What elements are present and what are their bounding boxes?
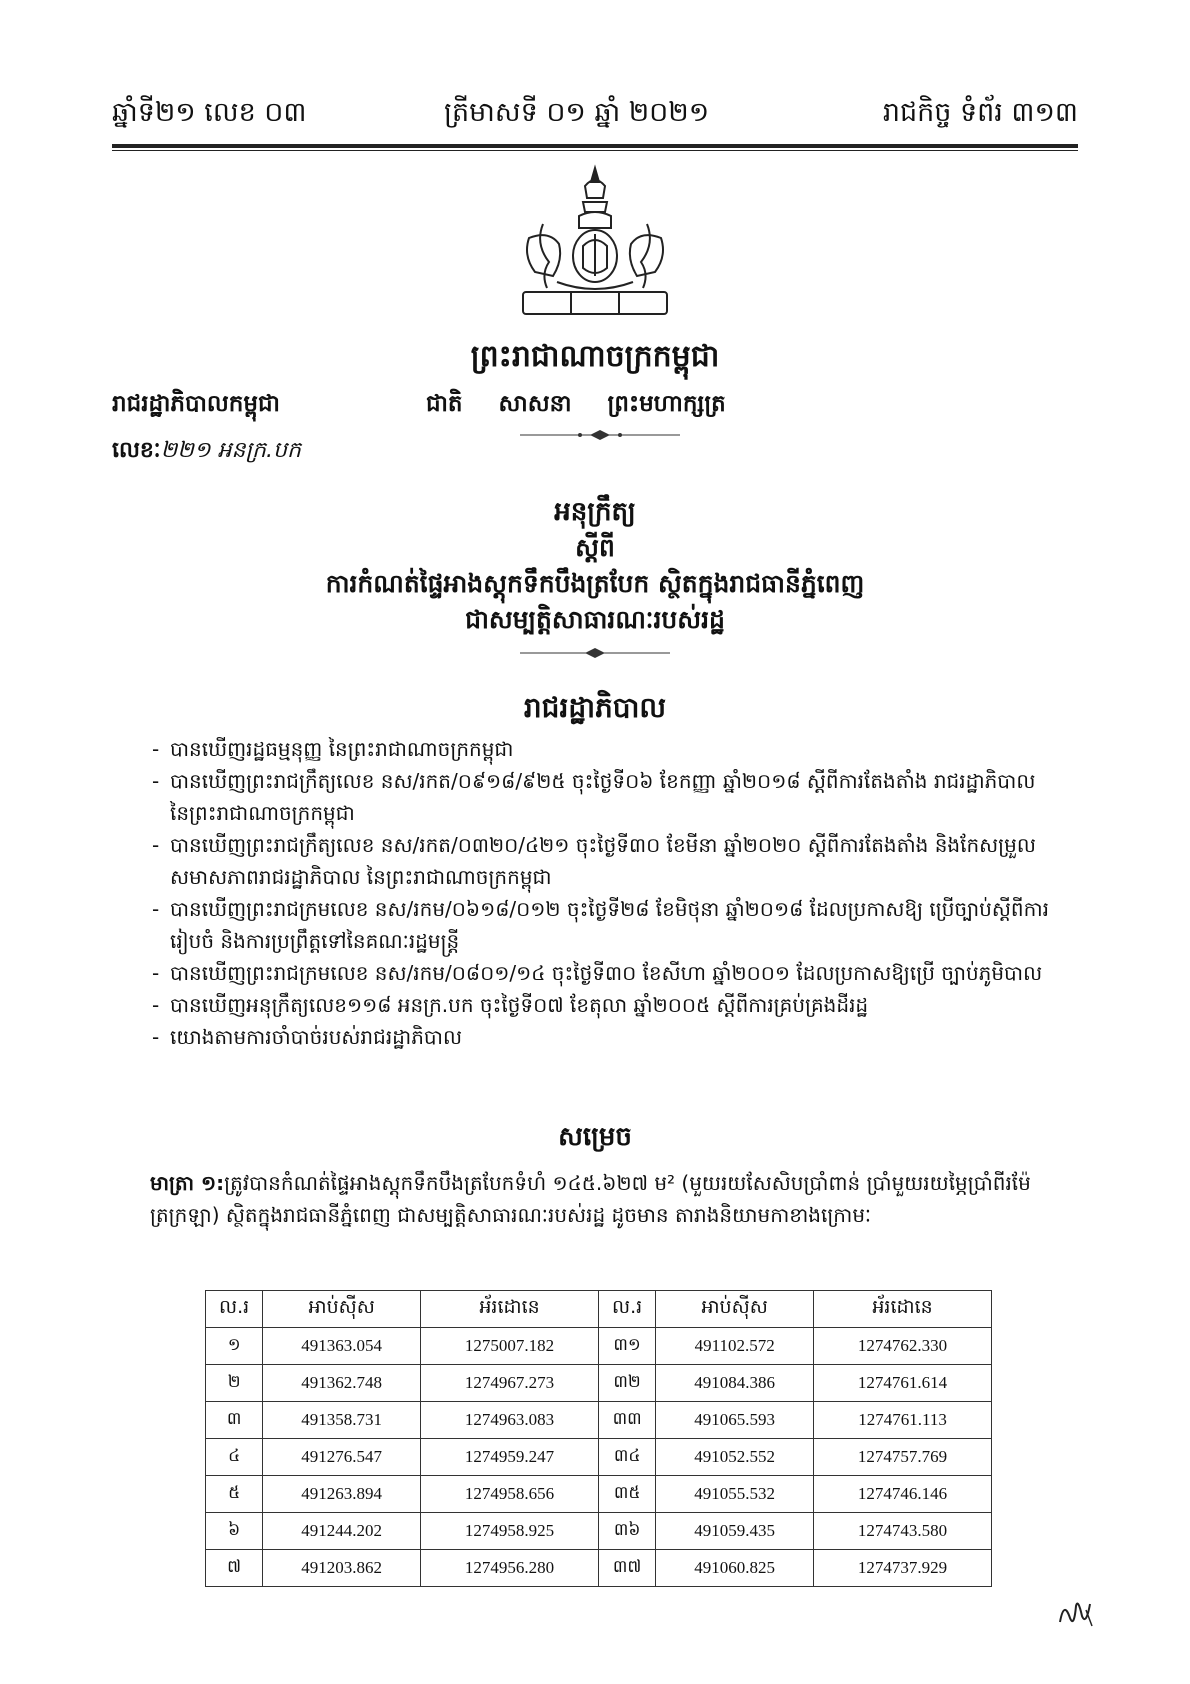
table-cell: ៣៣ [598,1402,655,1439]
table-cell: 491102.572 [656,1328,814,1365]
decree-title: អនុក្រឹត្យ [554,497,636,527]
table-cell: 1274743.580 [814,1513,992,1550]
table-cell: 1274967.273 [421,1365,599,1402]
table-row [206,1513,992,1550]
decree-about: ស្តីពី [575,533,615,562]
table-cell: 491065.593 [656,1402,814,1439]
table-cell: ៧ [206,1550,263,1587]
table-cell: 491203.862 [263,1550,421,1587]
table-cell: 491358.731 [263,1402,421,1439]
decision-heading: សម្រេច [558,1122,632,1152]
table-cell: ៣៥ [598,1476,655,1513]
table-cell: ៣៧ [598,1550,655,1587]
article-label: មាត្រា ១: [150,1171,225,1195]
table-row [206,1402,992,1439]
list-item: - បានឃើញរដ្ឋធម្មនុញ្ញ នៃព្រះរាជាណាចក្រកម្ពុជា [152,737,514,761]
table-cell: 491059.435 [656,1513,814,1550]
table-cell: ៦ [206,1513,263,1550]
table-cell: ១ [206,1328,263,1365]
table-cell: ៣២ [598,1365,655,1402]
header-rule-thin [112,150,1078,151]
table-cell: 1275007.182 [421,1328,599,1365]
list-item: - បានឃើញព្រះរាជក្រមលេខ នស/រកម/០៦១៨/០១២ ចុះថ្ងៃទី២៨ ខែមិថុនា ឆ្នាំ២០១៨ ដែលប្រកាសឱ្យ ប្រើច្បាប់ស្តីពីការរៀបចំ និងការប្រព្រឹត្តទៅនៃគណៈរដ្ឋមន្ត្រី [152,897,1049,953]
column-header: អ័រដោនេ [814,1291,992,1328]
gazette-header [112,96,1078,136]
ornament-divider-icon [520,428,680,442]
royal-coat-of-arms-icon [513,164,677,324]
national-motto: ជាតិ សាសនា ព្រះមហាក្សត្រ [426,391,726,417]
table-cell: ៣៤ [598,1439,655,1476]
gazette-year-issue: ឆ្នាំទី២១ លេខ ០៣ [112,97,307,128]
table-row [206,1550,992,1587]
table-cell: ៤ [206,1439,263,1476]
table-cell: 1274737.929 [814,1550,992,1587]
table-cell: 1274958.656 [421,1476,599,1513]
list-item: - បានឃើញព្រះរាជក្រឹត្យលេខ នស/រកត/០៩១៨/៩២៥ ចុះថ្ងៃទី០៦ ខែកញ្ញា ឆ្នាំ២០១៨ ស្តីពីការតែងតាំង រាជរដ្ឋាភិបាល នៃព្រះរាជាណាចក្រកម្ពុជា [152,769,1036,825]
gazette-page-number: រាជកិច្ច ទំព័រ ៣១៣ [882,97,1078,128]
table-cell: 1274762.330 [814,1328,992,1365]
table-cell: 491052.552 [656,1439,814,1476]
table-row [206,1365,992,1402]
table-cell: ៣៦ [598,1513,655,1550]
table-cell: 1274761.113 [814,1402,992,1439]
column-header: អាប់ស៊ីស [263,1291,421,1328]
column-header: ល.រ [598,1291,655,1328]
column-header: អ័រដោនេ [421,1291,599,1328]
table-cell: ៣១ [598,1328,655,1365]
decree-subject-line2: ជាសម្បត្តិសាធារណៈរបស់រដ្ឋ [465,605,725,634]
government-name: រាជរដ្ឋាភិបាលកម្ពុជា [112,391,280,417]
table-cell: ៥ [206,1476,263,1513]
table-cell: 491055.532 [656,1476,814,1513]
coordinates-table [205,1290,992,1587]
table-row [206,1439,992,1476]
list-item: - បានឃើញព្រះរាជក្រឹត្យលេខ នស/រកត/០៣២០/៤២១ ចុះថ្ងៃទី៣០ ខែមីនា ឆ្នាំ២០២០ ស្តីពីការតែងតាំង និងកែសម្រួលសមាសភាពរាជរដ្ឋាភិបាល នៃព្រះរាជាណាចក្រកម្ពុជា [152,833,1036,889]
table-cell: 491362.748 [263,1365,421,1402]
list-item: - បានឃើញអនុក្រឹត្យលេខ១១៨ អនក្រ.បក ចុះថ្ងៃទី០៧ ខែតុលា ឆ្នាំ២០០៥ ស្តីពីការគ្រប់គ្រងដីរដ្ឋ [152,993,869,1017]
decree-subject-line1: ការកំណត់ផ្ទៃអាងស្តុកទឹកបឹងត្របែក ស្ថិតក្នុងរាជធានីភ្នំពេញ [325,569,865,598]
table-cell: 491363.054 [263,1328,421,1365]
column-header: អាប់ស៊ីស [656,1291,814,1328]
table-cell: 1274958.925 [421,1513,599,1550]
document-number-label: លេខៈ [112,438,161,463]
gazette-quarter-year: ត្រីមាសទី ០១ ឆ្នាំ ២០២១ [444,97,710,128]
table-cell: 491244.202 [263,1513,421,1550]
table-cell: 491084.386 [656,1365,814,1402]
visa-list [152,733,1052,1053]
issuer-heading: រាជរដ្ឋាភិបាល [523,691,667,724]
table-cell: 1274757.769 [814,1439,992,1476]
table-row [206,1328,992,1365]
table-cell: 491276.547 [263,1439,421,1476]
list-item: - បានឃើញព្រះរាជក្រមលេខ នស/រកម/០៨០១/១៤ ចុះថ្ងៃទី៣០ ខែសីហា ឆ្នាំ២០០១ ដែលប្រកាសឱ្យប្រើ ច្បាប់ភូមិបាល [152,961,1043,985]
document-number [112,436,301,468]
signature-initials-icon [1056,1592,1096,1632]
table-cell: 1274963.083 [421,1402,599,1439]
ornament-divider-icon [520,646,670,660]
table-cell: ៣ [206,1402,263,1439]
column-header: ល.រ [206,1291,263,1328]
table-cell: 491263.894 [263,1476,421,1513]
header-rule [112,144,1078,148]
list-item: - យោងតាមការចាំបាច់របស់រាជរដ្ឋាភិបាល [152,1025,462,1049]
table-cell: 1274746.146 [814,1476,992,1513]
table-cell: ២ [206,1365,263,1402]
table-cell: 1274959.247 [421,1439,599,1476]
article-1 [150,1167,1040,1231]
table-cell: 1274956.280 [421,1550,599,1587]
table-header-row [206,1291,992,1328]
table-cell: 1274761.614 [814,1365,992,1402]
table-row [206,1476,992,1513]
document-number-value: ២២១ អនក្រ.បក [160,438,301,463]
kingdom-name: ព្រះរាជាណាចក្រកម្ពុជា [470,339,720,374]
table-cell: 491060.825 [656,1550,814,1587]
article-text: ត្រូវបានកំណត់ផ្ទៃអាងស្តុកទឹកបឹងត្របែកទំហំ ១៤៥.៦២៧ ម² (មួយរយសែសិបប្រាំពាន់ ប្រាំមួយរយម្ភៃប្រាំពីរម៉ែត្រក្រឡា) ស្ថិតក្នុងរាជធានីភ្នំពេញ ជាសម្បត្តិសាធារណៈរបស់រដ្ឋ ដូចមាន តារាងនិយាមកាខាងក្រោមៈ [150,1171,1031,1227]
